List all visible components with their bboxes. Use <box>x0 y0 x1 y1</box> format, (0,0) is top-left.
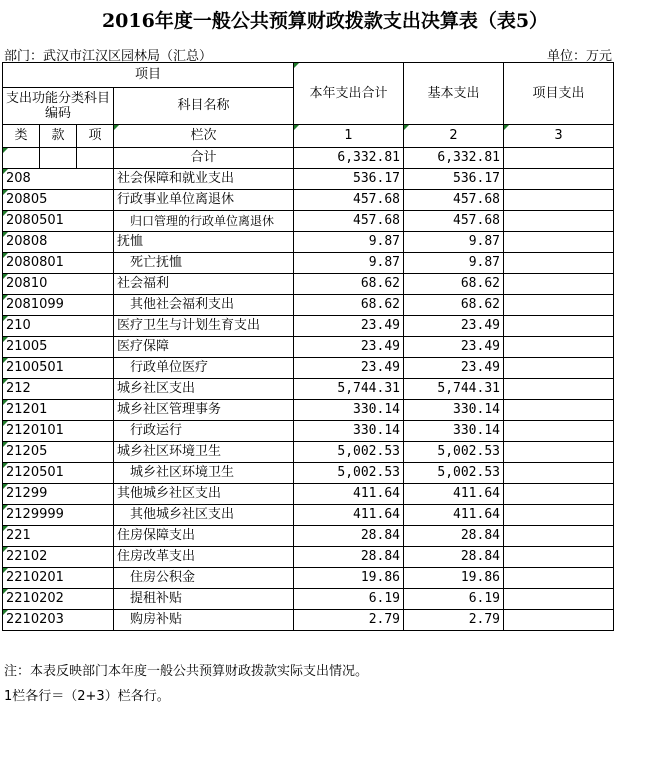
xiang-header: 项 <box>77 125 114 148</box>
table-row <box>3 400 614 421</box>
row-project <box>504 253 614 274</box>
col1-number: 1 <box>294 125 404 148</box>
row-code: 20805 <box>3 190 114 211</box>
row-code: 21005 <box>3 337 114 358</box>
row-code: 221 <box>3 526 114 547</box>
table-row <box>3 610 614 631</box>
row-code: 22102 <box>3 547 114 568</box>
row-subject-name: 其他城乡社区支出 <box>114 505 294 526</box>
row-subject-name: 归口管理的行政单位离退休 <box>114 211 294 232</box>
row-total: 23.49 <box>294 337 404 358</box>
row-project <box>504 358 614 379</box>
row-basic: 2.79 <box>404 610 504 631</box>
row-basic: 68.62 <box>404 295 504 316</box>
row-project <box>504 505 614 526</box>
total-amount: 6,332.81 <box>294 148 404 169</box>
row-project <box>504 232 614 253</box>
row-project <box>504 526 614 547</box>
row-code: 21205 <box>3 442 114 463</box>
row-code: 210 <box>3 316 114 337</box>
total-row <box>3 148 614 169</box>
row-total: 28.84 <box>294 547 404 568</box>
table-row <box>3 337 614 358</box>
table-row <box>3 190 614 211</box>
row-code: 2120101 <box>3 421 114 442</box>
row-total: 330.14 <box>294 421 404 442</box>
expenditure-table <box>2 62 614 631</box>
row-basic: 457.68 <box>404 190 504 211</box>
row-total: 2.79 <box>294 610 404 631</box>
row-subject-name: 城乡社区管理事务 <box>114 400 294 421</box>
row-total: 23.49 <box>294 316 404 337</box>
total-basic: 6,332.81 <box>404 148 504 169</box>
row-basic: 28.84 <box>404 526 504 547</box>
row-project <box>504 400 614 421</box>
table-row <box>3 211 614 232</box>
row-subject-name: 城乡社区环境卫生 <box>114 463 294 484</box>
row-project <box>504 484 614 505</box>
department-label: 部门：武汉市江汉区园林局（汇总） <box>4 49 213 64</box>
row-code: 208 <box>3 169 114 190</box>
table-row <box>3 526 614 547</box>
total-label: 合计 <box>114 148 294 169</box>
col2-number: 2 <box>404 125 504 148</box>
row-basic: 28.84 <box>404 547 504 568</box>
table-row <box>3 274 614 295</box>
table-row <box>3 463 614 484</box>
row-subject-name: 社会保障和就业支出 <box>114 169 294 190</box>
row-code: 21299 <box>3 484 114 505</box>
col3-number: 3 <box>504 125 614 148</box>
row-total: 19.86 <box>294 568 404 589</box>
table-row <box>3 505 614 526</box>
func-code-header: 支出功能分类科目编码 <box>3 88 114 125</box>
row-subject-name: 抚恤 <box>114 232 294 253</box>
table-row <box>3 421 614 442</box>
table-row <box>3 589 614 610</box>
project-exp-header: 项目支出 <box>504 63 614 125</box>
table-row <box>3 379 614 400</box>
project-header: 项目 <box>3 63 294 88</box>
row-subject-name: 医疗保障 <box>114 337 294 358</box>
table-row <box>3 316 614 337</box>
row-basic: 23.49 <box>404 316 504 337</box>
row-basic: 19.86 <box>404 568 504 589</box>
row-project <box>504 421 614 442</box>
row-project <box>504 316 614 337</box>
row-basic: 9.87 <box>404 232 504 253</box>
row-code: 2210202 <box>3 589 114 610</box>
table-row <box>3 484 614 505</box>
lei-header: 类 <box>3 125 40 148</box>
row-code: 2080801 <box>3 253 114 274</box>
row-subject-name: 住房保障支出 <box>114 526 294 547</box>
kuan-header: 款 <box>40 125 77 148</box>
table-row <box>3 169 614 190</box>
unit-label: 单位：万元 <box>546 49 612 64</box>
row-total: 68.62 <box>294 295 404 316</box>
row-project <box>504 169 614 190</box>
row-total: 23.49 <box>294 358 404 379</box>
row-subject-name: 住房公积金 <box>114 568 294 589</box>
row-code: 20808 <box>3 232 114 253</box>
row-code: 2210201 <box>3 568 114 589</box>
subject-name-header: 科目名称 <box>114 88 294 125</box>
row-subject-name: 提租补贴 <box>114 589 294 610</box>
row-project <box>504 190 614 211</box>
row-total: 411.64 <box>294 505 404 526</box>
row-total: 6.19 <box>294 589 404 610</box>
table-row <box>3 358 614 379</box>
row-basic: 6.19 <box>404 589 504 610</box>
row-project <box>504 211 614 232</box>
row-code: 2129999 <box>3 505 114 526</box>
table-row <box>3 568 614 589</box>
row-basic: 23.49 <box>404 358 504 379</box>
table-row <box>3 295 614 316</box>
row-total: 457.68 <box>294 190 404 211</box>
row-project <box>504 337 614 358</box>
table-row <box>3 547 614 568</box>
row-basic: 5,002.53 <box>404 442 504 463</box>
row-total: 330.14 <box>294 400 404 421</box>
total-project <box>504 148 614 169</box>
row-total: 5,002.53 <box>294 442 404 463</box>
page-title: 2016年度一般公共预算财政拨款支出决算表（表5） <box>101 10 549 32</box>
row-total: 457.68 <box>294 211 404 232</box>
row-project <box>504 610 614 631</box>
row-project <box>504 295 614 316</box>
row-code: 2080501 <box>3 211 114 232</box>
row-total: 5,002.53 <box>294 463 404 484</box>
row-basic: 457.68 <box>404 211 504 232</box>
row-code: 21201 <box>3 400 114 421</box>
row-total: 68.62 <box>294 274 404 295</box>
row-code: 2210203 <box>3 610 114 631</box>
row-total: 9.87 <box>294 232 404 253</box>
row-total: 411.64 <box>294 484 404 505</box>
row-subject-name: 死亡抚恤 <box>114 253 294 274</box>
total-header: 本年支出合计 <box>294 63 404 125</box>
basic-header: 基本支出 <box>404 63 504 125</box>
row-subject-name: 社会福利 <box>114 274 294 295</box>
row-project <box>504 547 614 568</box>
row-total: 5,744.31 <box>294 379 404 400</box>
row-basic: 5,002.53 <box>404 463 504 484</box>
row-subject-name: 城乡社区支出 <box>114 379 294 400</box>
note-line-2: 1栏各行＝（2+3）栏各行。 <box>4 689 170 704</box>
row-basic: 68.62 <box>404 274 504 295</box>
row-subject-name: 其他城乡社区支出 <box>114 484 294 505</box>
lanci-label: 栏次 <box>114 125 294 148</box>
row-code: 212 <box>3 379 114 400</box>
row-subject-name: 医疗卫生与计划生育支出 <box>114 316 294 337</box>
row-basic: 5,744.31 <box>404 379 504 400</box>
table-row <box>3 442 614 463</box>
row-project <box>504 463 614 484</box>
row-project <box>504 589 614 610</box>
table-row <box>3 253 614 274</box>
row-code: 2100501 <box>3 358 114 379</box>
row-basic: 536.17 <box>404 169 504 190</box>
row-subject-name: 行政事业单位离退休 <box>114 190 294 211</box>
row-basic: 9.87 <box>404 253 504 274</box>
note-line-1: 注：本表反映部门本年度一般公共预算财政拨款实际支出情况。 <box>4 664 369 679</box>
row-total: 28.84 <box>294 526 404 547</box>
row-code: 2120501 <box>3 463 114 484</box>
row-subject-name: 行政单位医疗 <box>114 358 294 379</box>
row-subject-name: 其他社会福利支出 <box>114 295 294 316</box>
row-basic: 23.49 <box>404 337 504 358</box>
row-project <box>504 568 614 589</box>
row-basic: 330.14 <box>404 421 504 442</box>
header-row-1 <box>3 63 614 88</box>
row-code: 20810 <box>3 274 114 295</box>
row-basic: 330.14 <box>404 400 504 421</box>
row-code: 2081099 <box>3 295 114 316</box>
row-total: 9.87 <box>294 253 404 274</box>
row-project <box>504 442 614 463</box>
table-row <box>3 232 614 253</box>
row-subject-name: 住房改革支出 <box>114 547 294 568</box>
row-basic: 411.64 <box>404 505 504 526</box>
row-project <box>504 274 614 295</box>
row-project <box>504 379 614 400</box>
row-subject-name: 行政运行 <box>114 421 294 442</box>
row-total: 536.17 <box>294 169 404 190</box>
row-basic: 411.64 <box>404 484 504 505</box>
row-subject-name: 城乡社区环境卫生 <box>114 442 294 463</box>
row-subject-name: 购房补贴 <box>114 610 294 631</box>
